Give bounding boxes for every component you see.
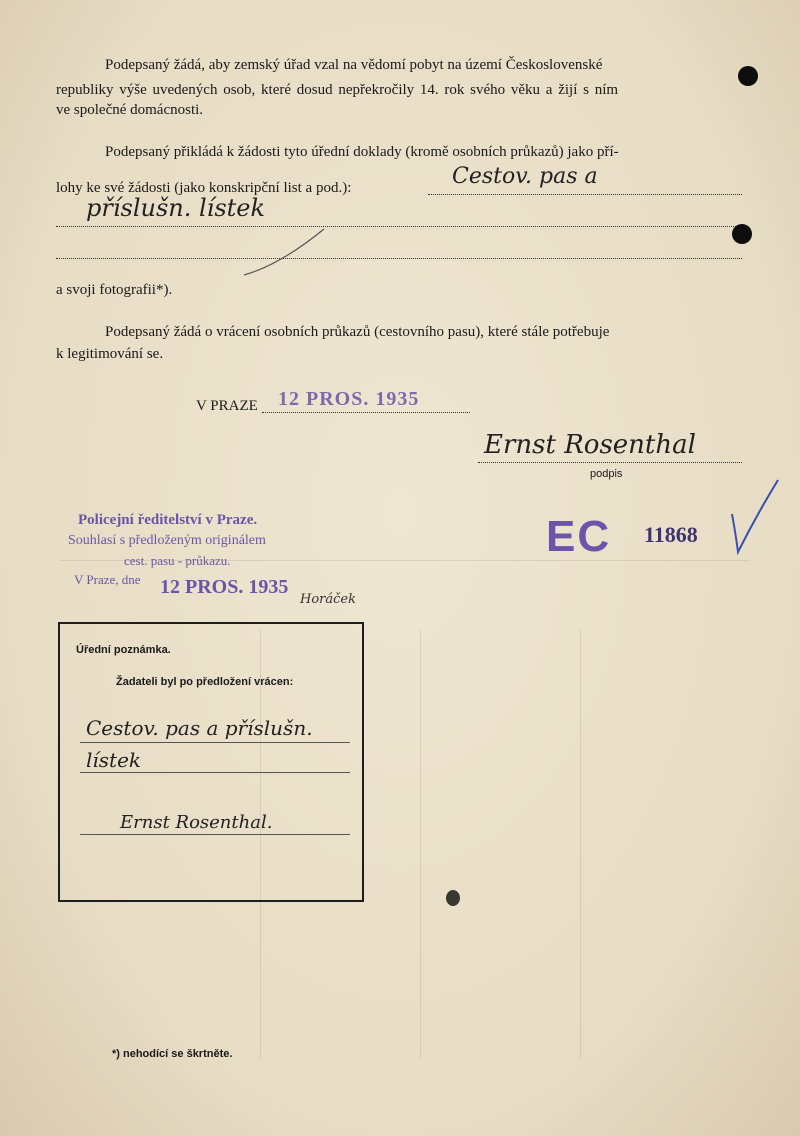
police-stamp-line1: Policejní ředitelství v Praze. [78, 512, 258, 528]
police-stamp-initials: Horáček [300, 592, 356, 607]
attachment-handwriting-1: Cestov. pas a [452, 164, 598, 189]
attachment-dotted-line [56, 226, 742, 227]
official-note-rule [80, 742, 350, 743]
paragraph1-line1: Podepsaný žádá, aby zemský úřad vzal na vědomí pobyt na území Československé [105, 57, 603, 73]
attachment-dotted-line [56, 258, 742, 259]
official-note-handwriting-3: Ernst Rosenthal. [120, 812, 273, 833]
cancel-stroke [240, 225, 330, 280]
signature-handwriting: Ernst Rosenthal [484, 430, 696, 460]
paragraph2-line4: a svoji fotografii*). [56, 282, 173, 298]
official-note-handwriting-2: lístek [86, 748, 142, 772]
official-note-rule [80, 772, 350, 773]
official-note-subtitle: Žadateli byl po předložení vrácen: [116, 676, 294, 688]
attachment-dotted-line [428, 194, 742, 195]
paragraph1-line2: republiky výše uvedených osob, které dosud nepřekročily 14. rok svého věku a žijí s ním [56, 82, 619, 98]
binder-hole [732, 224, 752, 244]
show-through-line [420, 630, 421, 1060]
signature-label: podpis [590, 468, 623, 480]
ec-stamp-number: 11868 [644, 522, 698, 547]
police-stamp-line2: Souhlasí s předloženým originálem [68, 533, 266, 548]
police-stamp-date: 12 PROS. 1935 [160, 576, 289, 598]
paragraph1-line3: ve společné domácnosti. [56, 102, 204, 118]
signature-dotted-line [478, 462, 742, 463]
paragraph3-line2: k legitimování se. [56, 346, 164, 362]
show-through-line [580, 630, 581, 1060]
official-note-rule [80, 834, 350, 835]
date-dotted-line [262, 412, 470, 413]
police-stamp-line3: cest. pasu - průkazu. [124, 553, 231, 568]
official-note-handwriting-1: Cestov. pas a příslušn. [86, 716, 313, 740]
official-note-box [58, 622, 364, 902]
binder-hole [738, 66, 758, 86]
paragraph2-line1: Podepsaný přikládá k žádosti tyto úřední doklady (kromě osobních průkazů) jako pří- [105, 144, 619, 160]
footnote: *) nehodící se škrtněte. [112, 1048, 233, 1060]
police-stamp-line4-prefix: V Praze, dne [74, 572, 141, 587]
date-stamp: 12 PROS. 1935 [278, 388, 420, 410]
ink-blot [446, 890, 460, 906]
paragraph2-line2: lohy ke své žádosti (jako konskripční list a pod.): [56, 180, 352, 196]
place-label: V PRAZE [196, 398, 258, 414]
official-note-title: Úřední poznámka. [76, 644, 171, 656]
ec-stamp-letters: EC [546, 512, 612, 561]
attachment-handwriting-2: příslušn. lístek [86, 194, 266, 222]
blue-check-mark [726, 476, 782, 556]
paragraph3-line1: Podepsaný žádá o vrácení osobních průkazů (cestovního pasu), které stále potřebuje [105, 324, 610, 340]
